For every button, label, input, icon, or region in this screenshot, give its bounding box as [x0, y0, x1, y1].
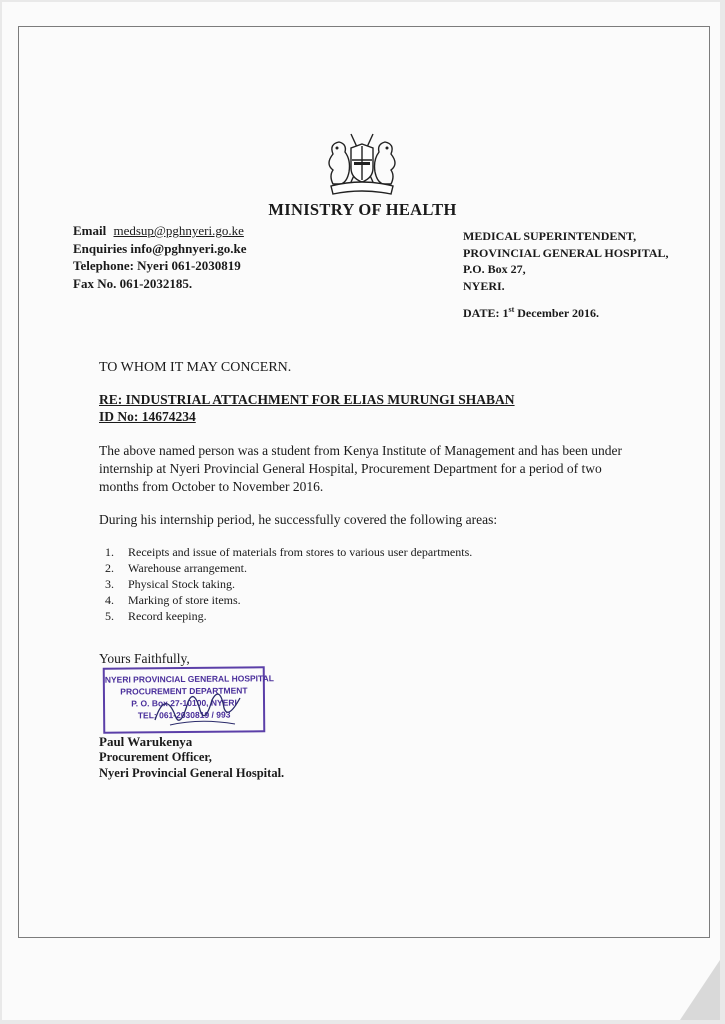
page-corner-fold — [680, 960, 720, 1020]
stamp-line-2: PROCUREMENT DEPARTMENT — [120, 685, 248, 697]
telephone-line: Telephone: Nyeri 061-2030819 — [73, 258, 241, 273]
email-line — [73, 222, 247, 240]
list-item-number: 5. — [105, 609, 114, 623]
email-label: Email — [73, 223, 107, 238]
list-item-text: Receipts and issue of materials from stores to various user departments. — [128, 545, 473, 559]
list-item-number: 2. — [105, 561, 114, 575]
handwritten-signature — [150, 680, 250, 740]
subject-line: RE: INDUSTRIAL ATTACHMENT FOR ELIAS MURUNGI SHABAN — [99, 392, 515, 407]
list-item-text: Marking of store items. — [128, 593, 241, 607]
address-line-2: PROVINCIAL GENERAL HOSPITAL, — [463, 245, 669, 260]
list-item — [105, 592, 472, 608]
date-suffix: st — [508, 305, 515, 314]
stamp-line-3: P. O. Box 27-10100, NYERI — [131, 697, 237, 709]
stamp-line-4: TEL: 061-2030819 / 993 — [137, 709, 231, 721]
fax-line: Fax No. 061-2032185. — [73, 275, 193, 291]
list-item — [105, 544, 472, 560]
list-item-text: Physical Stock taking. — [128, 577, 235, 591]
list-item-number: 4. — [105, 593, 114, 607]
covered-areas-list — [105, 544, 472, 624]
list-item — [105, 560, 472, 576]
signatory-title: Procurement Officer, — [99, 750, 212, 764]
list-item — [105, 608, 472, 624]
signatory-name: Paul Warukenya — [99, 734, 193, 749]
list-item-number: 1. — [105, 545, 114, 559]
stamp-line-1: NYERI PROVINCIAL GENERAL HOSPITAL — [104, 673, 274, 685]
id-number-line: ID No: 14674234 — [99, 409, 196, 424]
enquiries-line: Enquiries info@pghnyeri.go.ke — [73, 240, 247, 256]
salutation: TO WHOM IT MAY CONCERN. — [99, 360, 292, 375]
list-item-number: 3. — [105, 577, 114, 591]
body-paragraph-2: During his internship period, he successfully covered the following areas: — [99, 512, 498, 527]
email-link[interactable]: medsup@pghnyeri.go.ke — [113, 223, 244, 238]
list-item-text: Warehouse arrangement. — [128, 561, 247, 575]
address-line-4: NYERI. — [463, 278, 505, 293]
date-prefix: DATE: 1 — [463, 306, 509, 320]
address-block — [463, 228, 668, 294]
address-line-1: MEDICAL SUPERINTENDENT, — [463, 229, 637, 243]
signatory-organization: Nyeri Provincial General Hospital. — [99, 766, 285, 780]
list-item — [105, 576, 472, 592]
document-page — [2, 2, 720, 1020]
letter-date — [463, 305, 599, 321]
date-rest: December 2016. — [514, 306, 599, 320]
list-item-text: Record keeping. — [128, 609, 207, 623]
ministry-title: MINISTRY OF HEALTH — [268, 200, 457, 219]
coat-of-arms-icon — [321, 132, 403, 200]
closing-line: Yours Faithfully, — [99, 651, 190, 666]
body-paragraph-1: The above named person was a student from Kenya Institute of Management and has been under internship at Nyeri Provincial General Hospital, Procurement Department for a period of two months from October to November 2016. — [99, 443, 622, 494]
address-line-3: P.O. Box 27, — [463, 262, 526, 276]
contact-block — [73, 222, 247, 292]
